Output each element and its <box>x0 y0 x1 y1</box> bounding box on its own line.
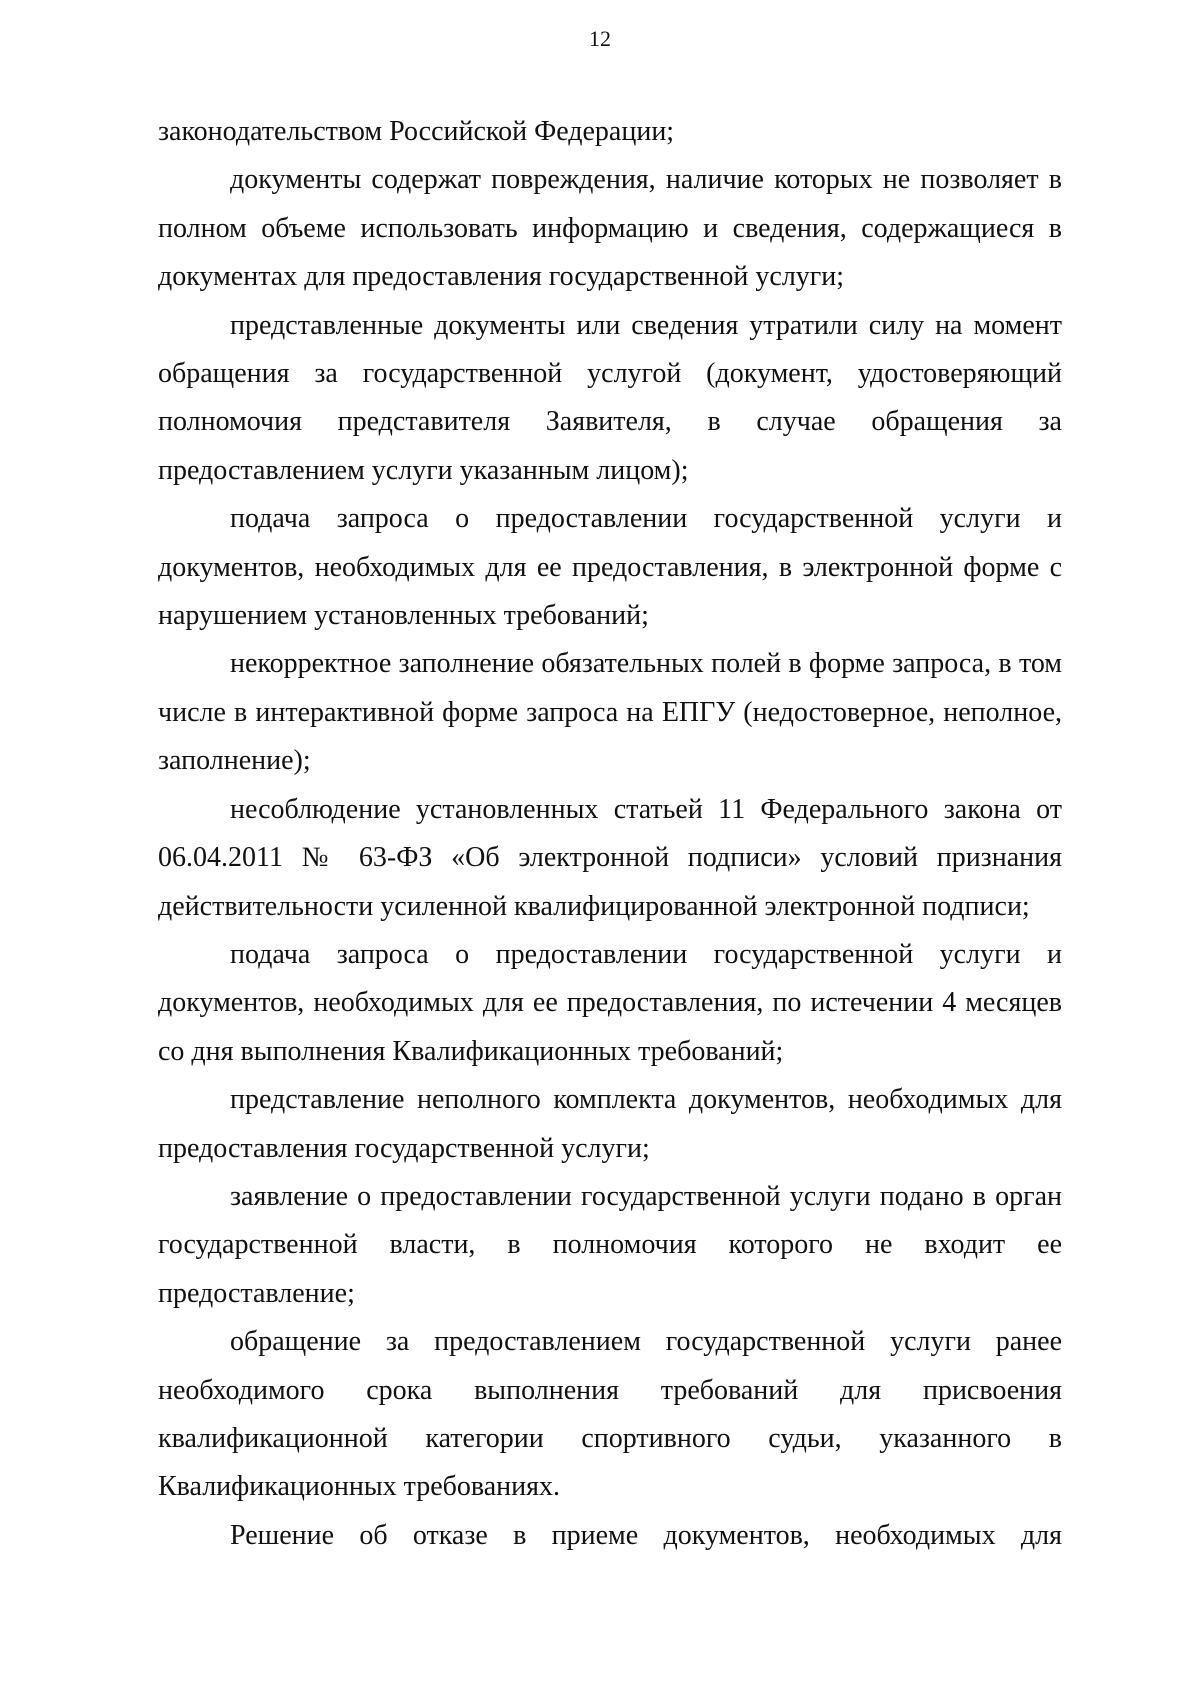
paragraph: подача запроса о предоставлении государственной услуги и документов, необходимых для ее предоставления, в электронной форме с нарушением установленных требований; <box>158 503 1062 632</box>
paragraph: законодательством Российской Федерации; <box>158 116 675 147</box>
paragraph: представленные документы или сведения утратили силу на момент обращения за государственной услугой (документ, удостоверяющий полномочия представителя Заявителя, в случае обращения за предоставлением услуги указанным лицом); <box>158 309 1062 486</box>
paragraph: несоблюдение установленных статьей 11 Федерального закона от 06.04.2011 № 63-ФЗ «Об электронной подписи» условий признания действительности усиленной квалифицированной электронной подписи; <box>158 793 1062 922</box>
paragraph: обращение за предоставлением государственной услуги ранее необходимого срока выполнения требований для присвоения квалификационной категории спортивного судьи, указанного в Квалификационных требованиях. <box>158 1326 1062 1503</box>
paragraph: подача запроса о предоставлении государственной услуги и документов, необходимых для ее предоставления, по истечении 4 месяцев со дня выполнения Квалификационных требований; <box>158 938 1062 1067</box>
paragraph: документы содержат повреждения, наличие которых не позволяет в полном объеме использовать информацию и сведения, содержащиеся в документах для предоставления государственной услуги; <box>158 164 1062 293</box>
paragraph: некорректное заполнение обязательных полей в форме запроса, в том числе в интерактивной форме запроса на ЕПГУ (недостоверное, неполное, заполнение); <box>158 648 1062 777</box>
paragraph: заявление о предоставлении государственной услуги подано в орган государственной власти, в полномочия которого не входит ее предоставление; <box>158 1180 1062 1309</box>
paragraph-continued: Решение об отказе в приеме документов, необходимых для <box>230 1519 1062 1551</box>
document-body <box>158 108 1062 1560</box>
page-number: 12 <box>589 26 611 51</box>
paragraph: представление неполного комплекта документов, необходимых для предоставления государственной услуги; <box>158 1084 1062 1164</box>
